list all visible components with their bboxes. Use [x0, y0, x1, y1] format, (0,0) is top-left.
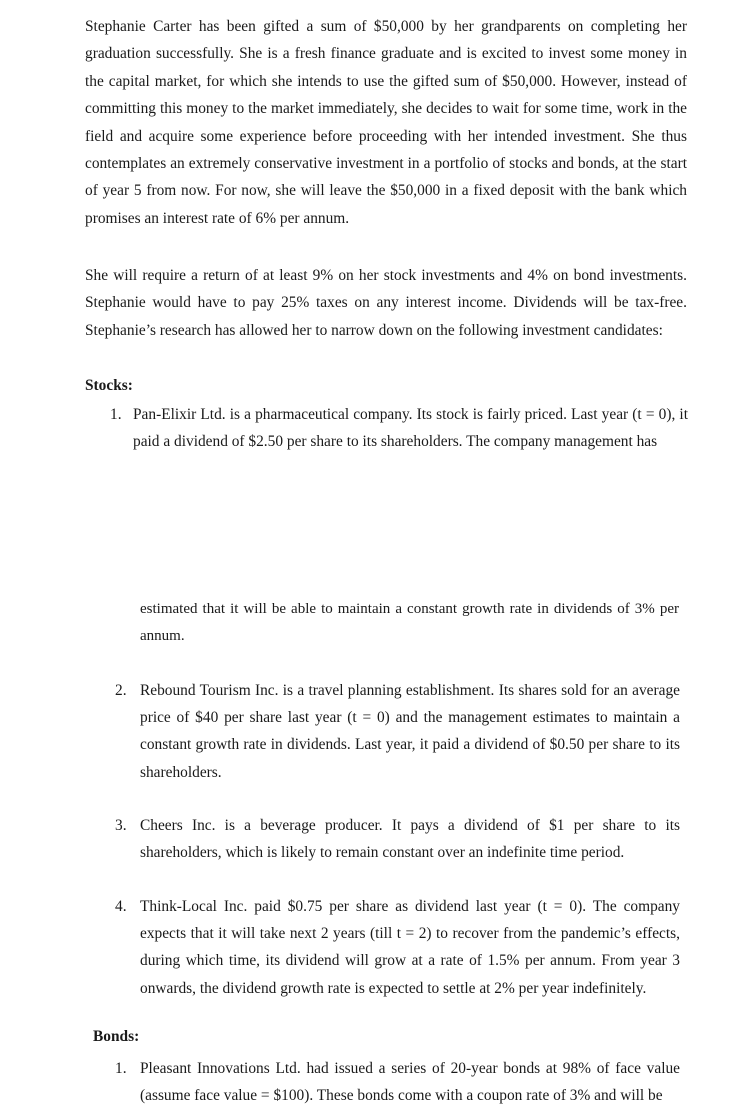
- stock-item-1: [110, 401, 688, 455]
- list-number: 2.: [115, 682, 127, 699]
- list-number: 3.: [115, 817, 127, 834]
- stock-item-text: Pan-Elixir Ltd. is a pharmaceutical company. Its stock is fairly priced. Last year (t = 0), it paid a dividend of $2.50 per share to its shareholders. The company management has: [133, 406, 688, 451]
- intro-paragraph-1: Stephanie Carter has been gifted a sum of $50,000 by her grandparents on completing her graduation successfully. She is a fresh finance graduate and is excited to invest some money in the capital market, for which she intends to use the gifted sum of $50,000. However, instead of committing this money to the market immediately, she decides to wait for some time, work in the field and acquire some experience before proceeding with her intended investment. She thus contemplates an extremely conservative investment in a portfolio of stocks and bonds, at the start of year 5 from now. For now, she will leave the $50,000 in a fixed deposit with the bank which promises an interest rate of 6% per annum.: [85, 18, 687, 227]
- stocks-heading: Stocks:: [85, 377, 133, 394]
- list-number: 4.: [115, 898, 127, 915]
- bond-item-1: [115, 1055, 680, 1109]
- bonds-heading: Bonds:: [93, 1028, 140, 1045]
- stock-item-text: Rebound Tourism Inc. is a travel planning establishment. Its shares sold for an average price of $40 per share last year (t = 0) and the management estimates to maintain a constant growth rate in dividends. Last year, it paid a dividend of $0.50 per share to its shareholders.: [140, 682, 680, 781]
- stock-item-1-continuation: estimated that it will be able to maintain a constant growth rate in dividends of 3% per annum.: [140, 601, 679, 644]
- stock-item-text: Cheers Inc. is a beverage producer. It pays a dividend of $1 per share to its shareholders, which is likely to remain constant over an indefinite time period.: [140, 817, 680, 862]
- stock-item-4: [115, 893, 680, 1002]
- stock-item-3: [115, 812, 680, 866]
- intro-paragraph-2: She will require a return of at least 9% on her stock investments and 4% on bond investments. Stephanie would have to pay 25% taxes on any interest income. Dividends will be tax-free. Stephanie’s research has allowed her to narrow down on the following investment candidates:: [85, 267, 687, 339]
- stock-item-2: [115, 677, 680, 786]
- list-number: 1.: [115, 1060, 127, 1077]
- list-number: 1.: [110, 406, 122, 423]
- bond-item-text: Pleasant Innovations Ltd. had issued a series of 20-year bonds at 98% of face value (assume face value = $100). These bonds come with a coupon rate of 3% and will be: [140, 1060, 680, 1105]
- stock-item-text: Think-Local Inc. paid $0.75 per share as dividend last year (t = 0). The company expects that it will take next 2 years (till t = 2) to recover from the pandemic’s effects, during which time, its dividend will grow at a rate of 1.5% per annum. From year 3 onwards, the dividend growth rate is expected to settle at 2% per year indefinitely.: [140, 898, 680, 997]
